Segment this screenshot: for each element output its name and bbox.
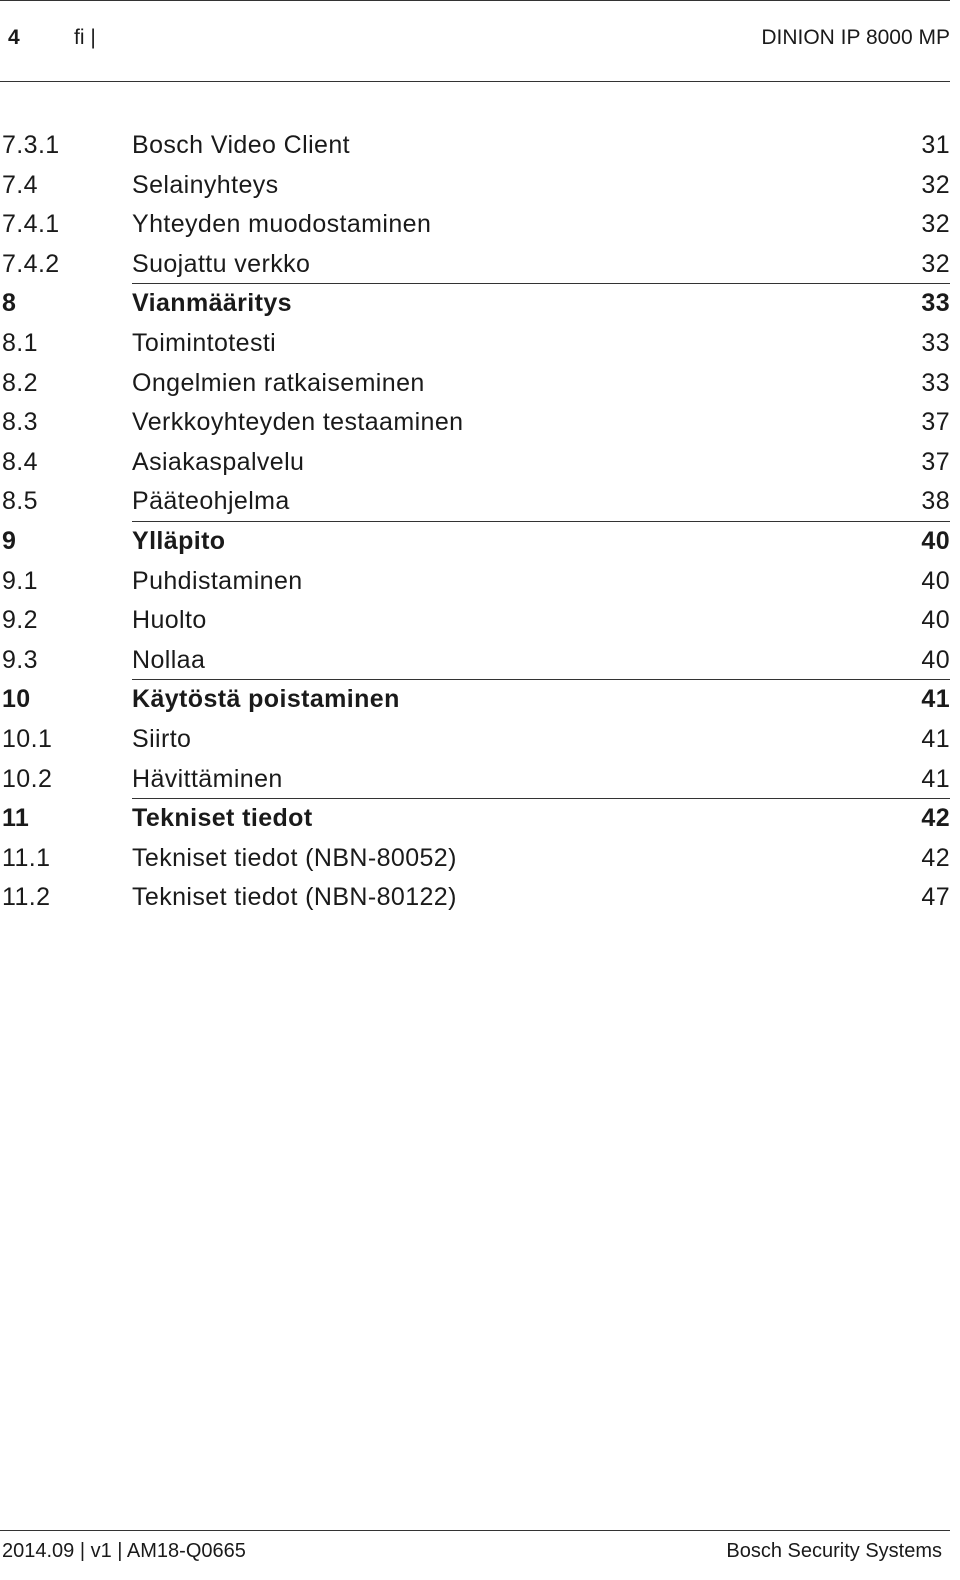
toc-entry-page: 33	[921, 328, 950, 357]
toc-entry[interactable]	[0, 166, 950, 206]
toc-entry-title: Tekniset tiedot	[132, 804, 313, 833]
toc-entry-page: 40	[921, 526, 950, 555]
footer-rule	[0, 1530, 950, 1531]
toc-entry[interactable]	[0, 364, 950, 404]
toc-entry-page: 32	[921, 210, 950, 239]
toc-entry[interactable]	[0, 324, 950, 364]
toc-entry[interactable]	[0, 760, 950, 800]
toc-entry[interactable]	[0, 482, 950, 522]
toc-entry-title: Tekniset tiedot (NBN-80052)	[132, 843, 457, 872]
page-header	[0, 26, 950, 58]
toc-entry-title: Asiakaspalvelu	[132, 447, 305, 476]
toc-entry-title: Toimintotesti	[132, 328, 277, 357]
toc-entry-number: 7.3.1	[2, 131, 60, 159]
toc-entry-page: 32	[921, 170, 950, 199]
toc-entry-title: Yhteyden muodostaminen	[132, 210, 432, 239]
toc-entry-title: Selainyhteys	[132, 170, 279, 199]
toc-entry[interactable]	[0, 641, 950, 681]
toc-entry-number: 8.2	[2, 368, 38, 397]
toc-entry-page: 47	[921, 883, 950, 912]
toc-entry[interactable]	[0, 205, 950, 245]
toc-entry-number: 8.1	[2, 328, 38, 357]
toc-entry-title: Vianmääritys	[132, 289, 292, 318]
toc-entry[interactable]	[0, 720, 950, 760]
toc-entry-title: Käytöstä poistaminen	[132, 685, 400, 714]
toc-entry-number: 7.4.2	[2, 249, 60, 278]
toc-entry-number: 10.2	[2, 764, 53, 793]
toc-chapter-entry[interactable]	[0, 522, 950, 562]
toc-entry-title: Huolto	[132, 606, 207, 635]
toc-entry-page: 40	[921, 645, 950, 674]
toc-entry-page: 42	[921, 843, 950, 872]
toc-entry-page: 40	[921, 566, 950, 595]
document-info: 2014.09 | v1 | AM18-Q0665	[2, 1540, 246, 1562]
toc-entry-title: Tekniset tiedot (NBN-80122)	[132, 883, 457, 912]
toc-entry-number: 9.2	[2, 606, 38, 635]
toc-entry-title: Ongelmien ratkaiseminen	[132, 368, 425, 397]
toc-entry-title: Hävittäminen	[132, 764, 283, 793]
table-of-contents	[0, 126, 950, 918]
company-name: Bosch Security Systems	[726, 1540, 942, 1562]
toc-entry[interactable]	[0, 245, 950, 285]
toc-entry-number: 11.2	[2, 883, 51, 912]
toc-entry-page: 42	[921, 804, 950, 833]
toc-entry-number: 11	[2, 804, 30, 833]
toc-entry-number: 8	[2, 289, 17, 318]
toc-entry-number: 9	[2, 526, 17, 555]
toc-entry[interactable]	[0, 878, 950, 918]
toc-entry[interactable]	[0, 443, 950, 483]
language-code: fi |	[74, 26, 96, 49]
toc-entry-number: 8.4	[2, 447, 38, 476]
page-number: 4	[8, 26, 20, 49]
toc-entry-title: Puhdistaminen	[132, 566, 303, 595]
toc-entry-number: 10	[2, 685, 31, 714]
toc-entry-title: Bosch Video Client	[132, 131, 350, 159]
toc-entry-page: 33	[921, 368, 950, 397]
toc-entry[interactable]	[0, 126, 950, 166]
toc-entry-page: 37	[921, 408, 950, 437]
toc-entry-number: 10.1	[2, 724, 53, 753]
toc-entry-number: 7.4	[2, 170, 38, 199]
product-name: DINION IP 8000 MP	[761, 26, 950, 49]
toc-entry-page: 41	[921, 724, 950, 753]
top-border-rule	[0, 0, 950, 1]
toc-entry-title: Verkkoyhteyden testaaminen	[132, 408, 464, 437]
toc-entry-number: 11.1	[2, 843, 51, 872]
toc-entry[interactable]	[0, 403, 950, 443]
toc-chapter-entry[interactable]	[0, 680, 950, 720]
toc-entry-title: Suojattu verkko	[132, 249, 311, 278]
toc-entry-title: Ylläpito	[132, 526, 226, 555]
toc-entry[interactable]	[0, 562, 950, 602]
toc-entry-page: 40	[921, 606, 950, 635]
toc-entry-number: 9.1	[2, 566, 38, 595]
toc-entry-page: 41	[921, 685, 950, 714]
toc-entry-title: Siirto	[132, 724, 192, 753]
header-rule	[0, 81, 950, 82]
toc-entry-title: Nollaa	[132, 645, 206, 674]
toc-entry-page: 31	[921, 131, 950, 159]
toc-entry-page: 32	[921, 249, 950, 278]
toc-entry[interactable]	[0, 839, 950, 879]
toc-entry-number: 8.3	[2, 408, 38, 437]
toc-entry-title: Pääteohjelma	[132, 487, 290, 516]
toc-entry-number: 8.5	[2, 487, 38, 516]
toc-entry-page: 38	[921, 487, 950, 516]
toc-entry-page: 37	[921, 447, 950, 476]
toc-entry-number: 7.4.1	[2, 210, 60, 239]
toc-entry[interactable]	[0, 601, 950, 641]
toc-chapter-entry[interactable]	[0, 799, 950, 839]
toc-entry-page: 41	[921, 764, 950, 793]
toc-entry-number: 9.3	[2, 645, 38, 674]
toc-chapter-entry[interactable]	[0, 284, 950, 324]
toc-entry-page: 33	[921, 289, 950, 318]
